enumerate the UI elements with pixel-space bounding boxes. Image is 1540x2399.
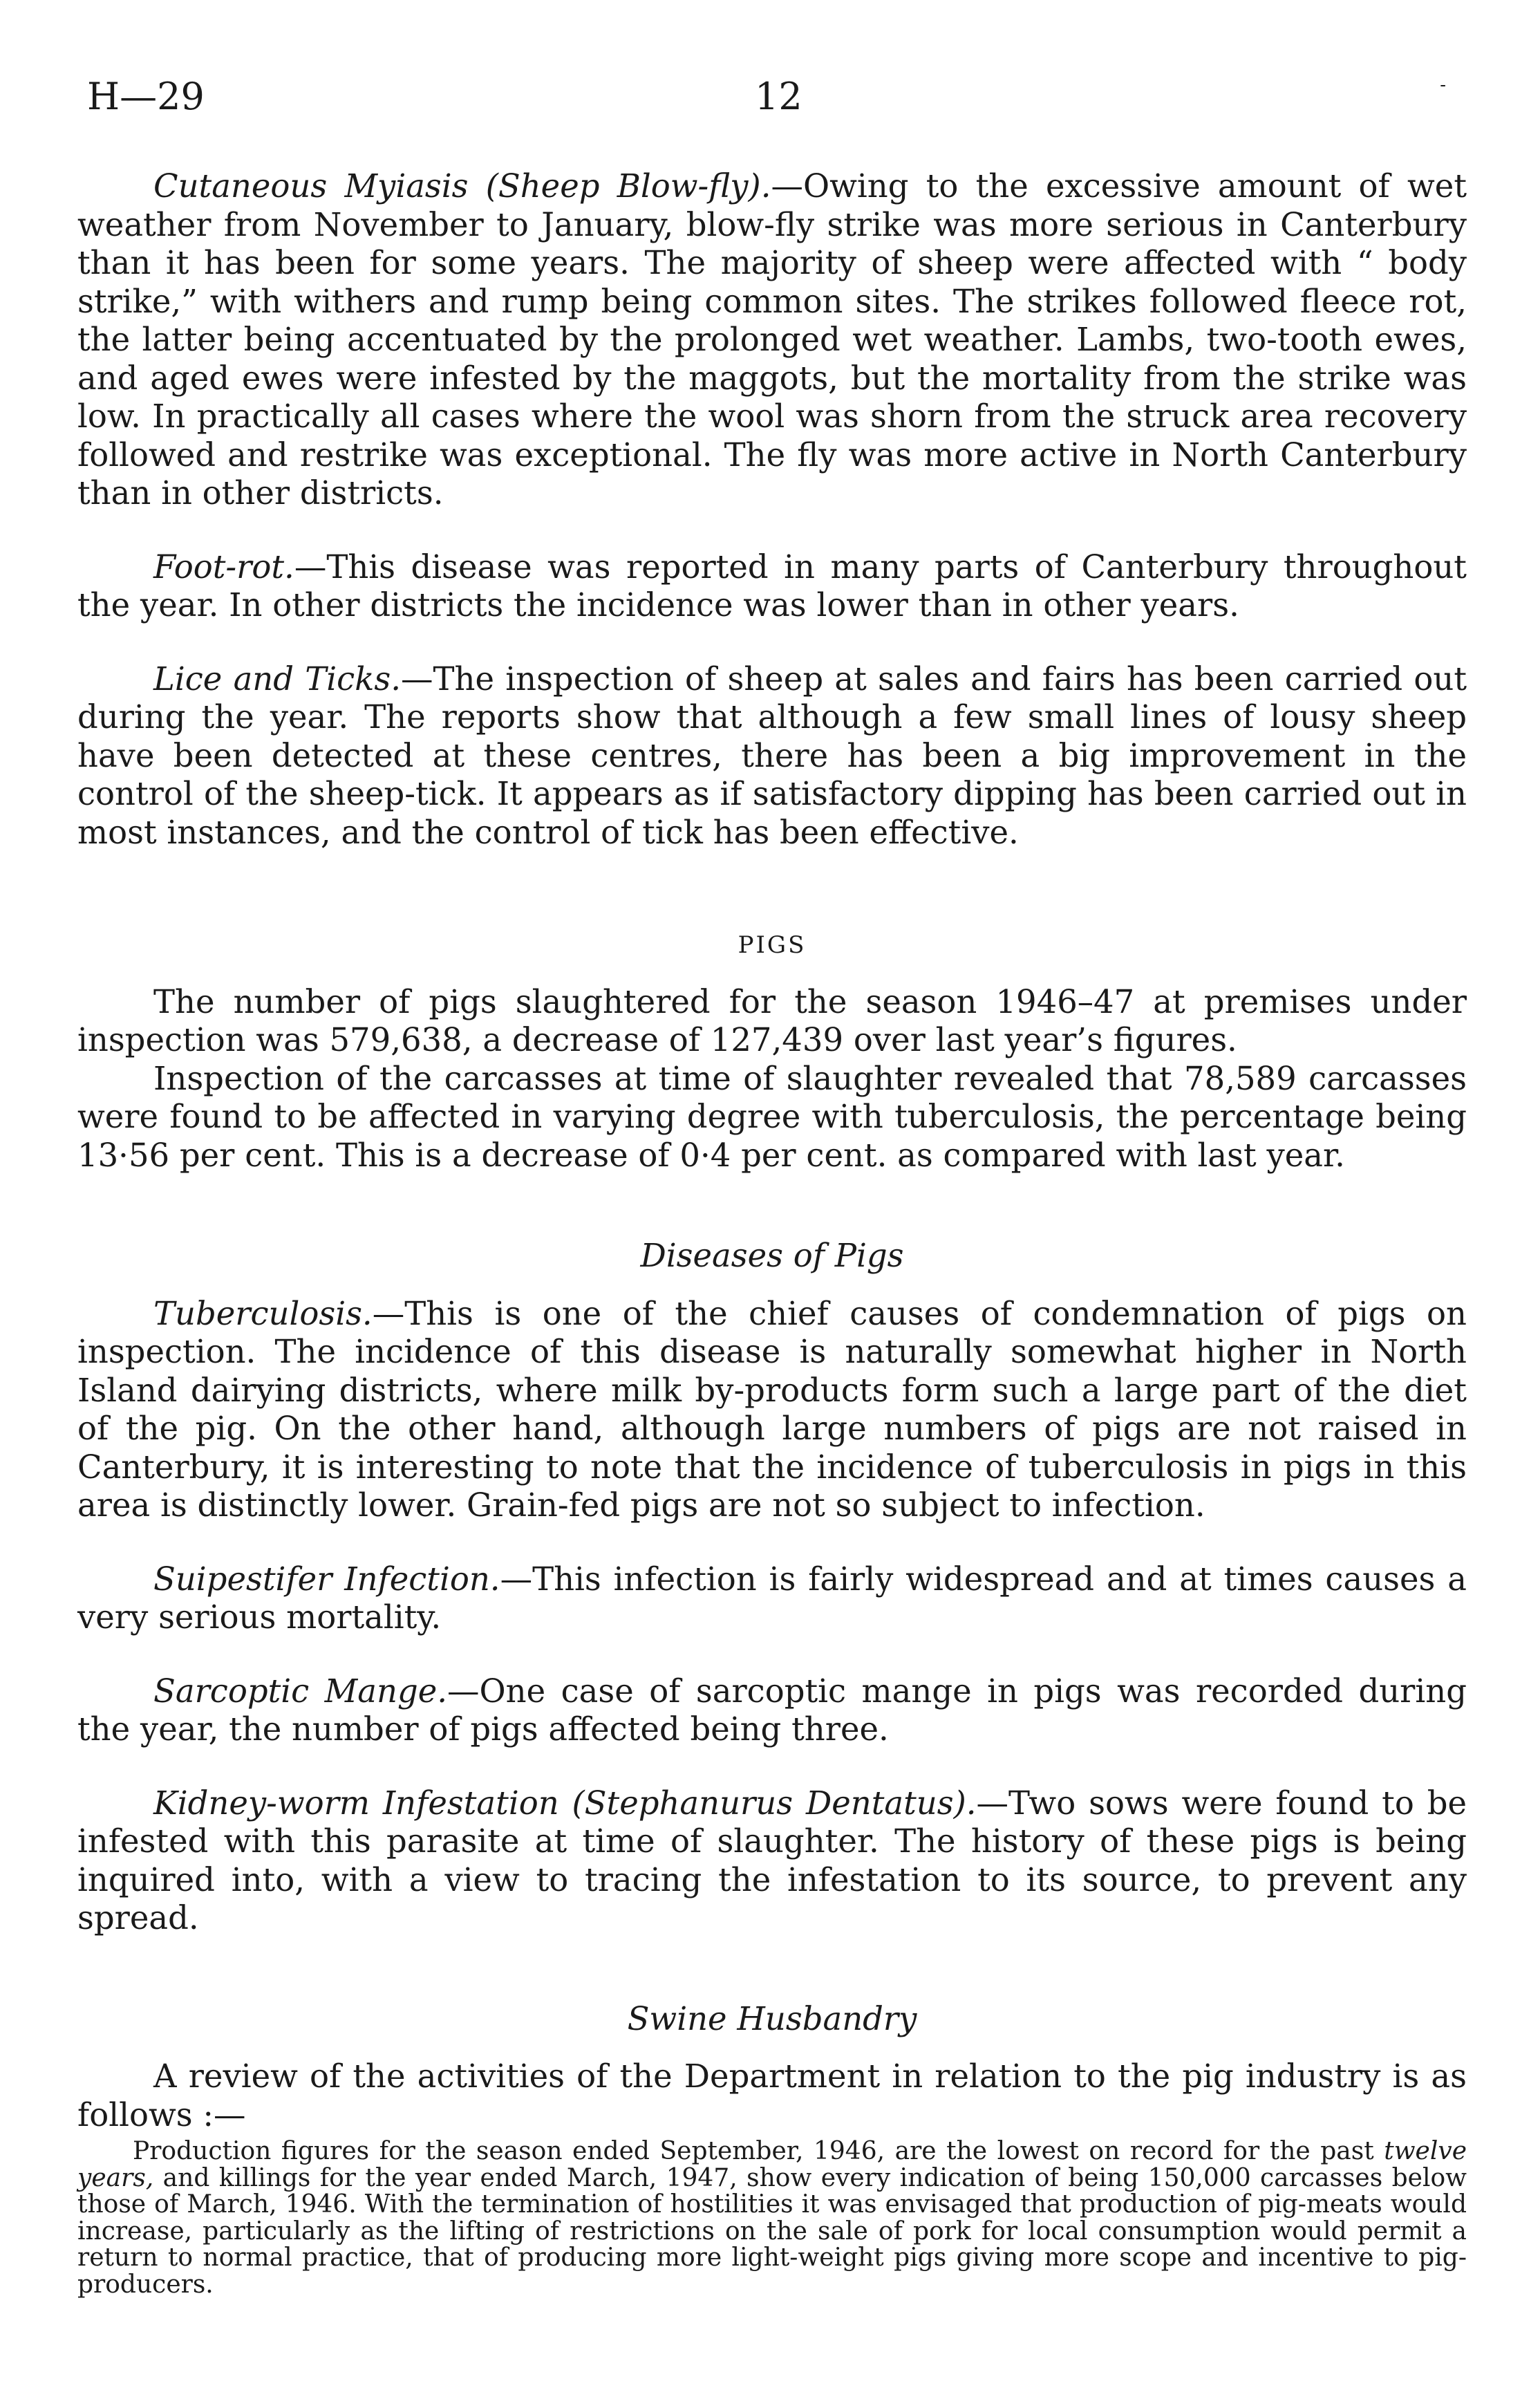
paragraph-pigs-slaughtered: The number of pigs slaughtered for the season 1946–47 at premises under inspection was 579,638, a decrease of 127,439 over last year’s figures. [77,982,1467,1058]
page-number: 12 [755,75,802,118]
body-suipestifer: —This infection is fairly widespread and at times causes a very serious mortality. [77,1560,1467,1636]
section-title-diseases-of-pigs: Diseases of Pigs [640,1237,904,1274]
quote-start: Production figures for the season ended September, 1946, are the lowest on record for the past [133,2137,1384,2165]
body-lice-and-ticks: —The inspection of sheep at sales and fairs has been carried out during the year. The reports show that although a few small lines of lousy sheep have been detected at these centres, there has been a big improvement in the control of the sheep-tick. It appears as if satisfactory dipping has been carried out in most instances, and the control of tick has been effective. [77,660,1467,851]
section-title-pigs: PIGS [738,931,807,959]
body-cutaneous-myiasis: —Owing to the excessive amount of wet weather from November to January, blow-fly strike was more serious in Canterbury than it has been for some years. The majority of sheep were affected with “ body strike,” with withers and rump being common sites. The strikes followed fleece rot, the latter being accentuated by the prolonged wet weather. Lambs, two-tooth ewes, and aged ewes were infested by the maggots, but the mortality from the strike was low. In practically all cases where the wool was shorn from the struck area recovery followed and restrike was exceptional. The fly was more active in North Canterbury than in other districts. [77,167,1467,512]
section-title-swine-husbandry: Swine Husbandry [627,1999,917,2037]
paragraph-cutaneous-myiasis [77,167,1467,513]
heading-foot-rot: Foot-rot. [153,548,294,586]
paragraph-sarcoptic-mange [77,1672,1467,1749]
paragraph-tuberculosis [77,1295,1467,1525]
paragraph-suipestifer [77,1560,1467,1637]
body-text [77,167,1467,2298]
quote-italic: twelve years, [77,2137,1467,2192]
corner-mark: - [1440,75,1446,95]
body-kidney-worm: —Two sows were found to be infested with this parasite at time of slaughter. The history of these pigs is being inquired into, with a view to tracing the infestation to its source, to prevent any spread. [77,1784,1467,1936]
body-foot-rot: —This disease was reported in many parts of Canterbury throughout the year. In other districts the incidence was lower than in other years. [77,548,1467,624]
body-sarcoptic-mange: —One case of sarcoptic mange in pigs was recorded during the year, the number of pigs affected being three. [77,1672,1467,1748]
heading-kidney-worm: Kidney-worm Infestation (Stephanurus Dentatus). [153,1784,977,1822]
paragraph-lice-and-ticks [77,660,1467,852]
heading-cutaneous-myiasis: Cutaneous Myiasis (Sheep Blow-fly). [153,167,771,205]
quote-end: and killings for the year ended March, 1947, show every indication of being 150,000 carcasses below those of March, 1946. With the termination of hostilities it was envisaged that production of pig-meats would increase, particularly as the lifting of restrictions on the sale of pork for local consumption would permit a return to normal practice, that of producing more light-weight pigs giving more scope and incentive to pig-producers. [77,2163,1467,2299]
heading-tuberculosis: Tuberculosis. [153,1294,373,1332]
body-tuberculosis: —This is one of the chief causes of condemnation of pigs on inspection. The incidence of this disease is naturally somewhat higher in North Island dairying districts, where milk by-products form such a large part of the diet of the pig. On the other hand, although large numbers of pigs are not raised in Canterbury, it is interesting to note that the incidence of tuberculosis in pigs in this area is distinctly lower. Grain-fed pigs are not so subject to infection. [77,1294,1467,1524]
paragraph-husbandry-quote [77,2138,1467,2298]
heading-sarcoptic-mange: Sarcoptic Mange. [153,1672,448,1710]
paragraph-kidney-worm [77,1784,1467,1938]
paragraph-foot-rot [77,548,1467,625]
heading-lice-and-ticks: Lice and Ticks. [153,660,402,698]
document-page [77,0,1467,2399]
paragraph-husbandry-intro: A review of the activities of the Department in relation to the pig industry is as follows :— [77,2057,1467,2134]
paragraph-pigs-inspection: Inspection of the carcasses at time of slaughter revealed that 78,589 carcasses were found to be affected in varying degree with tuberculosis, the percentage being 13·56 per cent. This is a decrease of 0·4 per cent. as compared with last year. [77,1059,1467,1174]
document-reference: H—29 [87,75,205,118]
page-header [77,75,1467,123]
heading-suipestifer: Suipestifer Infection. [153,1560,500,1598]
